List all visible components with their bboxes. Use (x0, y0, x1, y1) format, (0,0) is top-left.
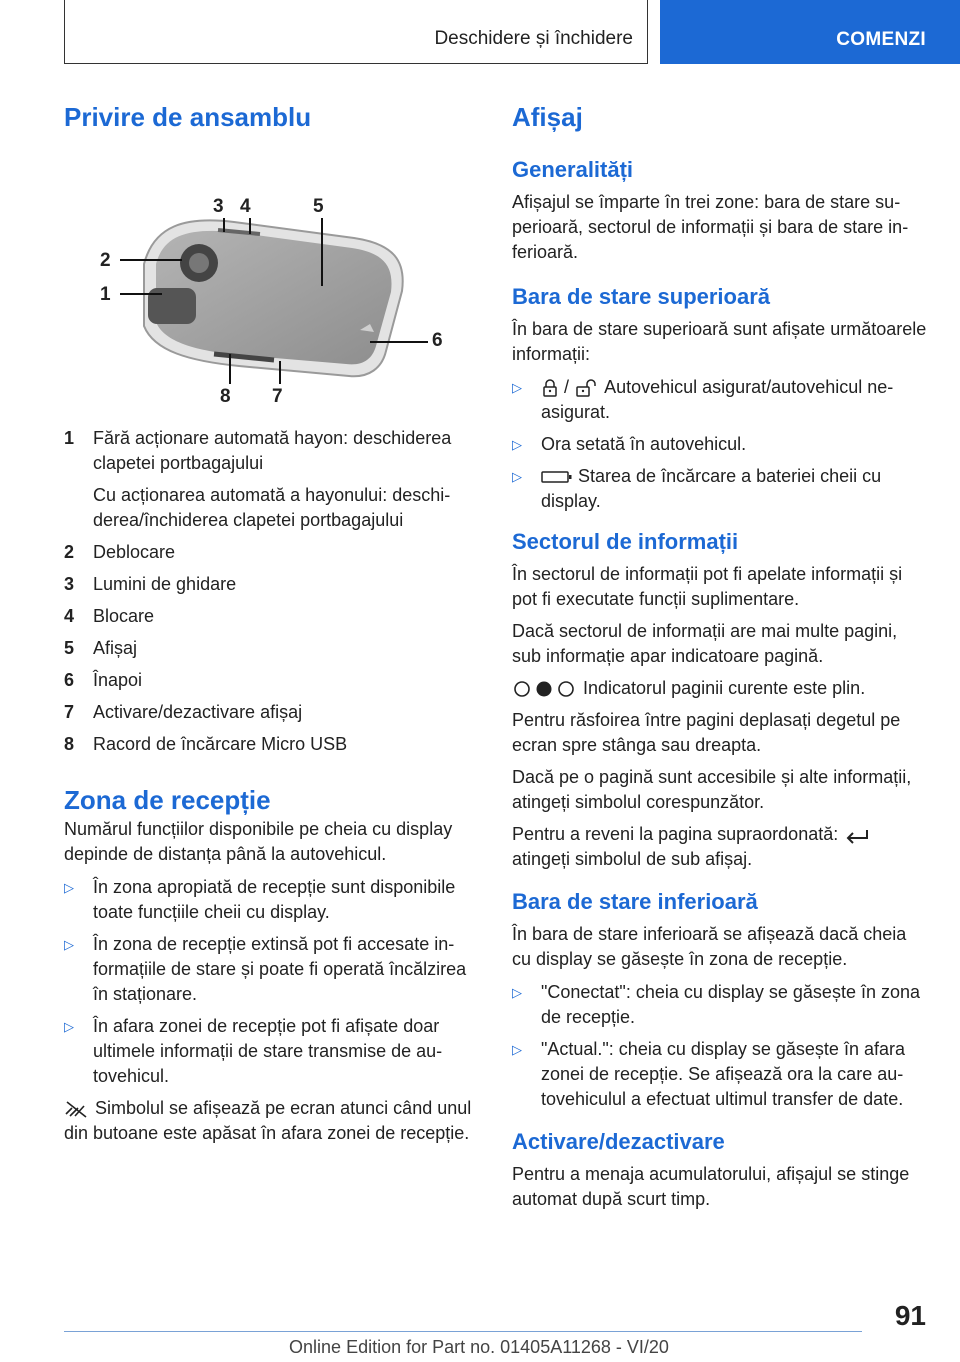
triangle-bullet-icon: ▷ (512, 437, 522, 452)
symbol-note: Simbolul se afișează pe ecran atunci când unul din butoane este apăsat în afara zonei de recepție. (64, 1098, 472, 1143)
right-column (512, 100, 928, 1212)
no-signal-icon (64, 1100, 90, 1118)
legend-item: 1 Fără acționare automată hayon: deschiderea clapetei portbagajului Cu acționarea automată a hayonului: deschiderea/închiderea clapetei portbagajului (64, 428, 452, 530)
list-item: ▷ / Autovehicul asigurat/autovehicul neasigurat. (512, 375, 928, 425)
legend-item: 5 Afișaj (64, 638, 138, 658)
list-item: ▷ Starea de încărcare a bateriei cheii cu display. (512, 464, 928, 514)
header-bar (64, 0, 648, 64)
triangle-bullet-icon: ▷ (512, 985, 522, 1000)
triangle-bullet-icon: ▷ (64, 937, 74, 952)
upper-bar-intro: În bara de stare superioară sunt afișate următoarele informații: (512, 319, 927, 364)
lock-icon (541, 378, 559, 398)
overview-title: Privire de ansamblu (64, 102, 312, 132)
general-text: Afișajul se împarte în trei zone: bara de stare superioară, sectorul de informații și bara de stare inferioară. (512, 192, 909, 262)
info-p1: În sectorul de informații pot fi apelate informații și pot fi executate funcții suplimentare. (512, 564, 903, 609)
reception-bullets (64, 875, 476, 1089)
general-title: Generalități (512, 157, 634, 182)
triangle-bullet-icon: ▷ (64, 1019, 74, 1034)
list-item: ▷ În afara zonei de recepție pot fi afișate doar ultimele informații de stare transmise de autovehicul. (64, 1014, 476, 1089)
chapter-tab[interactable] (660, 0, 960, 64)
unlock-icon (574, 378, 600, 398)
info-p6: Pentru a reveni la pagina supraordonată: atingeți simbolul de sub afișaj. (512, 822, 928, 872)
callout-4: 4 (240, 196, 251, 217)
callout-lines (64, 146, 476, 408)
list-item: ▷ Ora setată în autovehicul. (512, 432, 928, 457)
display-title: Afișaj (512, 102, 583, 132)
list-item: ▷ "Conectat": cheia cu display se găsește în zona de recepție. (512, 980, 928, 1030)
legend-item: 7 Activare/dezactivare afișaj (64, 702, 303, 722)
left-column (64, 100, 476, 1146)
info-p3: Indicatorul paginii curente este plin. (512, 676, 928, 701)
callout-6: 6 (432, 330, 443, 351)
display-key-figure (64, 146, 476, 407)
callout-1: 1 (100, 284, 111, 305)
legend-item: 3 Lumini de ghidare (64, 574, 237, 594)
footer-divider (64, 1331, 862, 1332)
upper-bar-title: Bara de stare superioară (512, 284, 771, 309)
legend-item: 6 Înapoi (64, 670, 143, 690)
triangle-bullet-icon: ▷ (512, 469, 522, 484)
back-arrow-icon (843, 826, 871, 844)
lower-bar-bullets (512, 980, 928, 1112)
info-sector-title: Sectorul de informații (512, 529, 739, 554)
callout-5: 5 (313, 196, 324, 217)
section-title: Deschidere și închidere (434, 28, 633, 49)
triangle-bullet-icon: ▷ (512, 380, 522, 395)
triangle-bullet-icon: ▷ (64, 880, 74, 895)
info-p2: Dacă sectorul de informații are mai multe pagini, sub informație apar indicatoare pagină. (512, 621, 898, 666)
info-p4: Pentru răsfoirea între pagini deplasați degetul pe ecran spre stânga sau dreapta. (512, 710, 901, 755)
legend-item: 8 Racord de încărcare Micro USB (64, 734, 348, 754)
page-number: 91 (894, 1300, 926, 1331)
activation-text: Pentru a menaja acumulatorului, afișajul se stinge automat după scurt timp. (512, 1164, 910, 1209)
activation-title: Activare/dezactivare (512, 1129, 725, 1154)
edition-footer: Online Edition for Part no. 01405A11268 - VI/20 (289, 1337, 669, 1357)
callout-2: 2 (100, 250, 111, 271)
page-dots-icon (512, 679, 578, 699)
legend-item: 4 Blocare (64, 606, 155, 626)
list-item: ▷ "Actual.": cheia cu display se găsește în afara zonei de recepție. Se afișează ora la care autovehiculul a efectuat ultimul transfer de date. (512, 1037, 928, 1112)
lower-bar-title: Bara de stare inferioară (512, 889, 758, 914)
reception-title: Zona de recepție (64, 785, 271, 815)
upper-bar-bullets (512, 375, 928, 514)
battery-icon (541, 470, 573, 484)
list-item: ▷ În zona apropiată de recepție sunt disponibile toate funcțiile cheii cu display. (64, 875, 476, 925)
legend-item: 2 Deblocare (64, 542, 176, 562)
callout-8: 8 (220, 386, 231, 407)
list-item: ▷ În zona de recepție extinsă pot fi accesate informațiile de stare și poate fi operată încălzirea în staționare. (64, 932, 476, 1007)
legend-list (64, 426, 476, 757)
callout-3: 3 (213, 196, 224, 217)
info-p5: Dacă pe o pagină sunt accesibile și alte informații, atingeți simbolul corespunzător. (512, 767, 912, 812)
reception-intro: Numărul funcțiilor disponibile pe cheia cu display depinde de distanța până la autovehicul. (64, 819, 453, 864)
triangle-bullet-icon: ▷ (512, 1042, 522, 1057)
callout-7: 7 (272, 386, 283, 407)
chapter-tab-label: COMENZI (836, 29, 926, 50)
lower-bar-intro: În bara de stare inferioară se afișează dacă cheia cu display se găsește în zona de recepție. (512, 924, 907, 969)
